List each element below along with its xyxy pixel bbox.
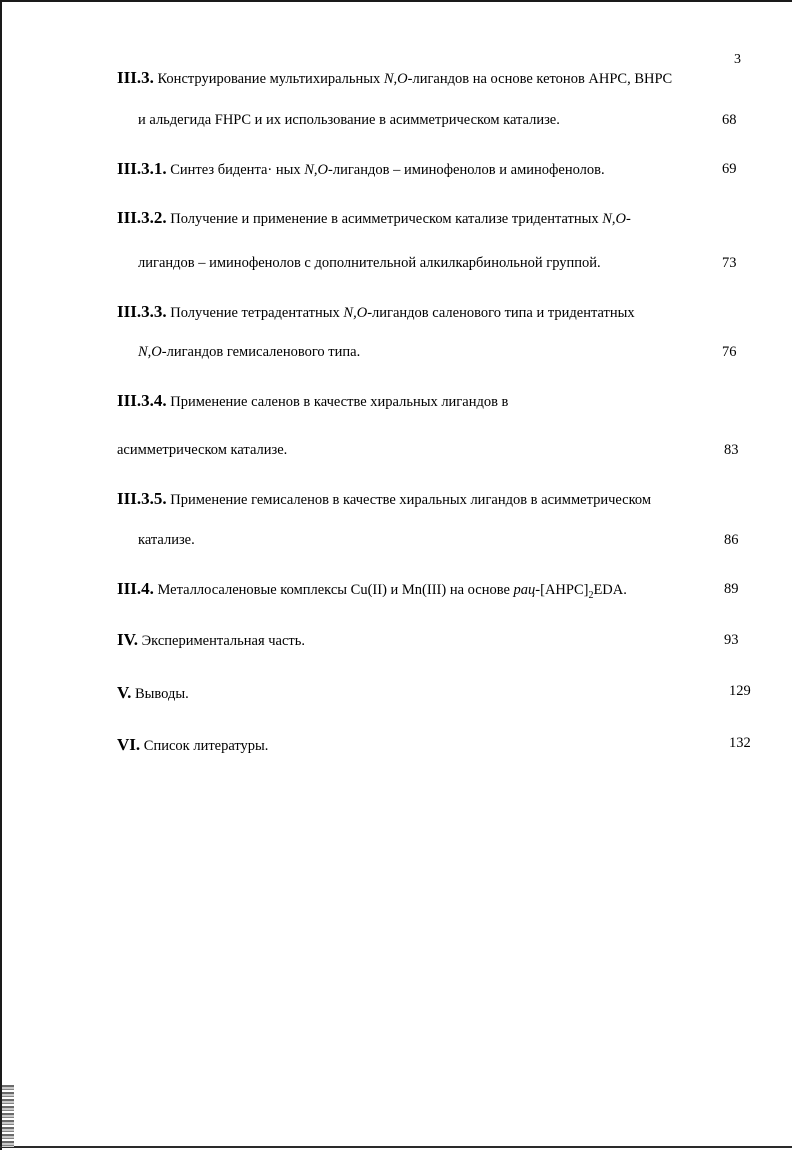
- toc-line: асимметрическом катализе.: [117, 442, 288, 458]
- scan-border-top: [0, 0, 792, 2]
- toc-label: III.4.: [117, 579, 154, 598]
- toc-line: лигандов – иминофенолов с дополнительной алкилкарбинольной группой.: [138, 255, 601, 271]
- toc-label: III.3.4.: [117, 391, 167, 410]
- toc-line: III.3. Конструирование мультихиральных N,O-лигандов на основе кетонов AHPC, BHPC: [117, 68, 673, 87]
- toc-label: III.3.5.: [117, 489, 167, 508]
- toc-page: 76: [722, 344, 737, 360]
- toc-label: III.3.2.: [117, 208, 167, 227]
- toc-line: катализе.: [138, 532, 195, 548]
- toc-page: 89: [724, 581, 739, 597]
- toc-line: III.3.4. Применение саленов в качестве хиральных лигандов в: [117, 391, 509, 410]
- toc-page: 73: [722, 255, 737, 271]
- toc-line: IV. Экспериментальная часть.: [117, 630, 306, 649]
- toc-line: III.3.2. Получение и применение в асимметрическом катализе тридентатных N,O-: [117, 208, 631, 227]
- toc-line: III.3.3. Получение тетрадентатных N,O-лигандов саленового типа и тридентатных: [117, 302, 635, 321]
- toc-label: IV.: [117, 630, 138, 649]
- toc-label: III.3.: [117, 68, 154, 87]
- scan-border-left: [0, 0, 2, 1150]
- toc-line: III.3.5. Применение гемисаленов в качестве хиральных лигандов в асимметрическом: [117, 489, 652, 508]
- toc-label: III.3.3.: [117, 302, 167, 321]
- toc-line: III.4. Металлосаленовые комплексы Cu(II) и Mn(III) на основе рац-$[AHPC]_2EDA$.: [117, 579, 627, 601]
- toc-page: 68: [722, 112, 737, 128]
- toc-line: N,O-лигандов гемисаленового типа.: [138, 344, 361, 360]
- scan-artifact: [2, 1085, 14, 1147]
- scan-border-bottom: [0, 1146, 792, 1148]
- toc-page: 93: [724, 632, 739, 648]
- toc-page: 69: [722, 161, 737, 177]
- toc-line: V. Выводы.: [117, 683, 189, 702]
- page-number: 3: [734, 52, 741, 67]
- toc-page: 83: [724, 442, 739, 458]
- toc-label: VI.: [117, 735, 141, 754]
- toc-line: и альдегида FHPC и их использование в асимметрическом катализе.: [138, 112, 560, 128]
- toc-label: III.3.1.: [117, 159, 167, 178]
- toc-label: V.: [117, 683, 132, 702]
- toc-page: 86: [724, 532, 739, 548]
- toc-line: III.3.1. Синтез бидента· ных N,O-лигандов – иминофенолов и аминофенолов.: [117, 159, 605, 178]
- toc-line: VI. Список литературы.: [117, 735, 269, 754]
- toc-page: 129: [729, 683, 751, 699]
- toc-page: 132: [729, 735, 751, 751]
